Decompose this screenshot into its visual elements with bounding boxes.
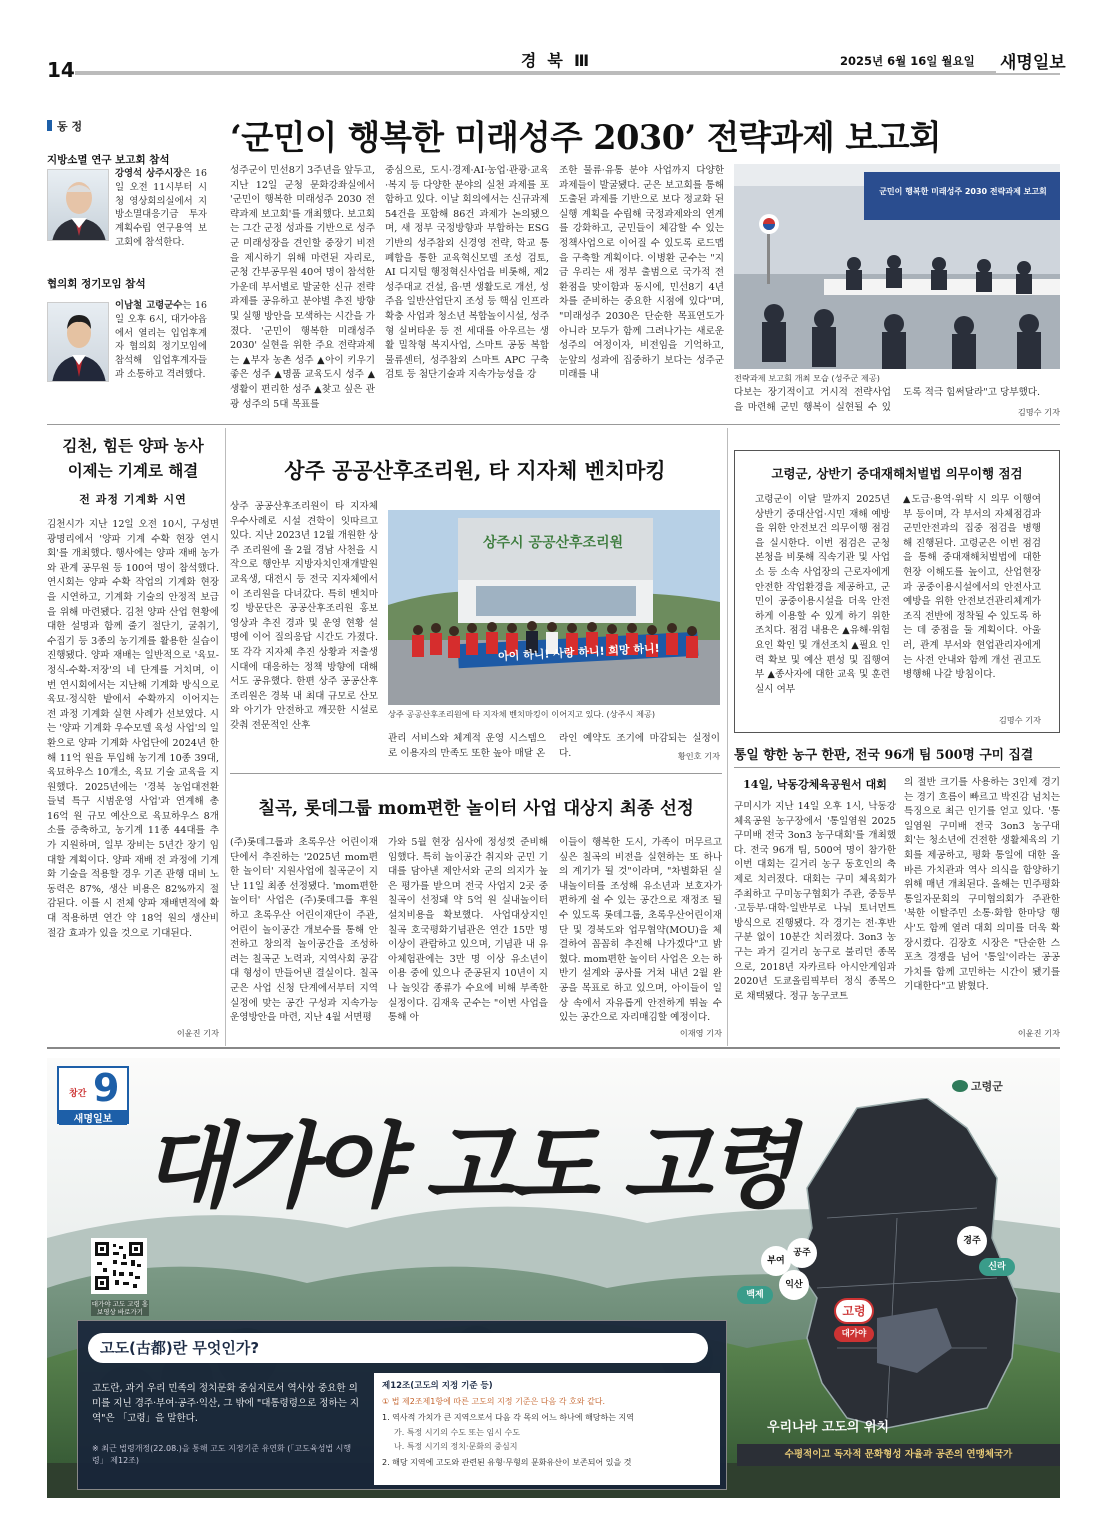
criteria-line-1: ① 법 제2조제1항에 따른 고도의 지정 기준은 다음 각 호와 같다. xyxy=(382,1397,606,1406)
issue-date: 2025년 6월 16일 월요일 xyxy=(840,53,981,69)
sangju-photo-caption: 상주 공공산후조리원에 타 지자체 벤치마킹이 이어지고 있다. (상주시 제공) xyxy=(388,709,656,719)
main-headline: ‘군민이 행복한 미래성주 2030’ 전략과제 보고회 xyxy=(230,118,942,157)
gumi-rule xyxy=(734,767,1060,768)
ad-calligraphy: 대가야 고도 고령 xyxy=(142,1112,793,1220)
gimcheon-byline: 이윤진 기자 xyxy=(176,1028,219,1038)
map-label-baekje: 백제 xyxy=(737,1286,773,1304)
goryeong-box xyxy=(734,450,1060,733)
sidebar-section-label: 동 정 xyxy=(47,118,207,134)
sidebar xyxy=(47,118,207,423)
sidebar-item1-heading: 지방소멸 연구 보고회 참석 xyxy=(47,154,170,166)
map-label-iksan: 익산 xyxy=(779,1270,809,1300)
page-number: 14 xyxy=(47,58,75,82)
gimcheon-headline-2: 이제는 기계로 해결 xyxy=(67,461,199,480)
anniversary-badge xyxy=(57,1066,129,1124)
criteria-line-5: 2. 해당 지역에 고도와 관련된 유형·무형의 문화유산이 보존되어 있을 것 xyxy=(382,1458,632,1467)
kodo-box-title: 고도(古都)란 무엇인가? xyxy=(88,1333,708,1363)
goryeong-headline: 고령군, 상반기 중대재해처벌법 의무이행 점검 xyxy=(771,466,1023,481)
kodo-box-text1: 고도란, 과거 우리 민족의 정치문화 중심지로서 역사상 중요한 의미를 지닌 경주·부여·공주·익산, 그 밖에 "대통령령으로 정하는 지역"은 「고령」을 말한다. xyxy=(92,1383,360,1424)
gumi-subhead: 14일, 낙동강체육공원서 대회 xyxy=(743,778,887,791)
county-emblem-icon xyxy=(952,1080,968,1092)
criteria-panel xyxy=(374,1373,720,1485)
qr-caption: 대가야 고도 고령 홍보영상 바로가기 xyxy=(91,1300,149,1316)
portrait-gang xyxy=(47,169,109,241)
map-label-silla: 신라 xyxy=(979,1258,1015,1276)
goryeong-byline: 김명수 기자 xyxy=(998,715,1041,725)
gumi-col1: 구미시가 지난 14일 오후 1시, 낙동강체육공원 농구장에서 '통일염원 2025 구미배 전국 3on3 농구대회'를 개최했다. 전국 96개 팀, 500여 명이 참가한 이번 대회는 길거리 농구 동호인의 축제로 치러졌다. 대회는 구미 체육회가 주최하고 구미농구협회가 주관, 중등부·고등부·대학·일반부로 나눠 토너먼트 방식으로 진행됐다. 각 경기는 전·후반 구분 없이 10분간 치러졌다. 3on3 농구는 과거 길거리 농구로 불리던 종목으로, 2018년 자카르타 아시안게임과 2020년 도쿄올림픽부터 정식 종목으로 채택됐다. 정규 농구코트 xyxy=(734,801,896,1002)
header-rule xyxy=(75,71,1060,75)
gimcheon-headline-1: 김천, 힘든 양파 농사 xyxy=(62,436,204,455)
kodo-box-text2: ※ 최근 법령개정(22.08.)을 통해 고도 지정기준 유연화 (「고도육성법 시행령」 제12조) xyxy=(92,1444,352,1465)
goryeong-col2: ▲도급·용역·위탁 시 의무 이행여부 등이며, 각 부서의 자체점검과 군민안전과의 집중 점검을 병행해 진행된다. 고령군은 이번 점검을 통해 중대재해처벌법에 대한 현장 이해도를 높이고, 산업현장과 공중이용시설에서의 안전사고 예방을 위한 안전보건관리체계가 조직 전반에 정착될 수 있도록 하는 데 중점을 둘 계획이다. 아울러, 관계 부서와 현업관리자에게는 사전 안내와 함께 개선 권고도 병행해 나갈 방침이다. xyxy=(903,494,1041,681)
korea-map-shape xyxy=(737,1098,1057,1498)
chilgok-col2: 가와 5월 현장 심사에 정성껏 준비해 임했다. 특히 놀이공간 취지와 군민 기대를 담아낸 제안서와 군의 의지가 높은 평가를 받으며 전국 사업지 2곳 중 칠곡이 선정돼 약 5억 원 실내놀이터 설치비용을 확보했다. 사업대상지인 칠곡 호국평화기념관은 연간 15만 명 이상이 관람하고 있으며, 기념관 내 유아체험관에는 3만 명 이상 유소년이 이용 중에 있으나 준공된지 10년이 지나 놀잇감 종류가 수요에 비해 부족한 실정이다. 김재욱 군수는 "이번 사업을 통해 아 xyxy=(388,837,548,1024)
map-label-gyeongju: 경주 xyxy=(957,1226,987,1256)
sidebar-item2-text: 이남철 고령군수는 16일 오후 6시, 대가야읍에서 열리는 입업후계자 협의회 정기모임에 참석해 입업후계자들과 소통하고 격려했다. xyxy=(115,300,207,380)
sidebar-marker xyxy=(47,120,52,131)
section-title: 경 북 Ⅲ xyxy=(490,48,620,71)
kodo-info-box xyxy=(77,1320,727,1490)
map-label-gongju: 공주 xyxy=(787,1238,817,1268)
main-photo-banner: 군민이 행복한 미래성주 2030 전략과제 보고회 xyxy=(879,187,1047,196)
map-title: 우리나라 고도의 위치 xyxy=(767,1420,890,1435)
map-label-buyeo: 부여 xyxy=(761,1246,791,1276)
sangju-article-text: 상주 공공산후조리원이 타 지자체 우수사례로 시설 견학이 잇따르고 있다. 지난 2023년 12월 개원한 상주 조리원에 올 2월 경남 사천을 시작으로 행안부 지방자치인재개발원 교육생, 대전시 등 전국 지자체에서 이 조리원을 다녀갔다. 특히 벤치마킹 방문단은 공공산후조리원 홍보영상과 추진 경과 및 운영 현황 설명에 이어 질의응답 시간도 가졌다. 또 각각 지자체 추진 상황과 저출생 시대에 대응하는 정책 방향에 대해서도 공유했다. 한편 상주 공공산후조리원은 경북 내 최대 규모로 산모와 아기가 안전하고 깨끗한 시설로 갖춰 전문적인 산후 xyxy=(230,501,378,731)
korea-map xyxy=(737,1098,1057,1498)
badge-number: 9 xyxy=(93,1066,120,1110)
chilgok-headline: 칠곡, 롯데그룹 mom편한 놀이터 사업 대상지 최종 선정 xyxy=(258,799,694,819)
ad-slogan: 수평적이고 독자적 문화형성 자율과 공존의 연맹체국가 xyxy=(737,1444,1060,1466)
criteria-line-4: 나. 특정 시기의 정치·문화의 중심지 xyxy=(394,1442,518,1451)
sangju-article-text2: 관리 서비스와 체계적 운영 시스템으로 이용자의 만족도 또한 높아 매달 온 xyxy=(388,733,546,759)
chilgok-top-rule xyxy=(230,773,722,774)
gumi-headline: 통일 향한 농구 한판, 전국 96개 팀 500명 구미 집결 xyxy=(734,748,1034,763)
chilgok-byline: 이재영 기자 xyxy=(622,1028,722,1039)
chilgok-col3: 이들이 행복한 도시, 가족이 머무르고 싶은 칠곡의 비전을 실현하는 또 하나의 계기가 될 것"이라며, "차별화된 실내놀이터를 조성해 유소년과 보호자가 편하게 쉴 수 있는 공간으로 재정조 될 수 있도록 롯데그룹, 초록우산어린이재단 및 경북도와 업무협약(MOU)을 체결하여 꼼꼼히 추진해 나가겠다"고 밝혔다. mom편한 놀이터 사업은 오는 하반기 설계와 공사를 거쳐 내년 2월 완공을 목표로 하고 있으며, 아이들이 일상 속에서 자유롭게 안전하게 뛰놀 수 있는 공간으로 자리매김할 예정이다. xyxy=(559,837,722,1024)
gimcheon-article-text: 김천시가 지난 12일 오전 10시, 구성면 광명리에서 '양파 기계 수확 현장 연시회'를 개최했다. 행사에는 양파 재배 농가와 관계 공무원 등 100여 명이 참석했다. 연시회는 양파 수확 작업의 기계화 현장을 시연하고, 기계화 기술의 안정적 보급을 위해 마련됐다. 김천 양파 산업 현황에 대한 설명과 함께 줄기 절단기, 굴취기, 수집기 등 3종의 농기계를 활용한 실습이 진행됐다. 양파 재배는 일반적으로 '육묘-정식-수확-저장'의 네 단계를 거치며, 이번 연시회에서는 지난해 기계화 방식으로 육묘·정식한 밭에서 수확까지 이어지는 전 과정 기계화 실현 사례가 선보였다. 시는 '양파 기계화 우수모델 육성 사업'의 일환으로 양파 기계화 사업단에 2024년 한 해 11억 원을 투입해 농기계 10종 39대, 육묘하우스 10개소, 육묘 기술 교육을 지원했다. 2025년에는 '경북 농업대전환 들녘 특구 시범운영 사업'과 연계해 총 16억 원 규모 예산으로 육묘하우스 8개소를 증축하고, 농기계 11종 44대를 추가 지원하며, 일부 장비는 5년간 장기 임대할 계획이다. 양파 재배 전 과정에 기계화 기술을 적용할 경우 기존 관행 대비 노동력은 87%, 생산 비용은 82%까지 절감된다. 이를 시 전체 양파 재배면적에 확대 적용하면 연간 약 18억 원의 생산비 절감 효과가 있을 것으로 기대된다. xyxy=(47,519,219,939)
main-article-col1: 성주군이 민선8기 3주년을 앞두고, 지난 12일 군청 문화강좌실에서 '군민이 행복한 미래성주 2030 전략과제 보고회'를 개최했다. 보고회는 그간 군정 성과를 기반으로 성주군 미래성장을 견인할 중장기 비전을 제시하기 위해 마련된 자리로, 군청 간부공무원 40여 명이 참석한 가운데 부서별로 발굴한 신규 전략과제를 공유하고 분야별 추진 방향 및 실행 방안을 모색하는 시간을 가졌다. '군민이 행복한 미래성주 2030' 실현을 위한 주요 전략과제는 ▲부자 농촌 성주 ▲아이 키우기 좋은 성주 ▲명품 교육도시 성주 ▲생활이 편리한 성주 ▲찾고 싶은 관광 성주의 5대 목표를 xyxy=(230,165,375,410)
sangju-headline: 상주 공공산후조리원, 타 지자체 벤치마킹 xyxy=(284,458,666,483)
goryeong-col1: 고령군이 이달 말까지 2025년 상반기 중대산업·시민 재해 예방을 위한 안전보건 의무이행 점검을 실시한다. 이번 점검은 군청 본청을 비롯해 직속기관 및 사업소 등 소속 사업장의 근로자에게 안전한 작업환경을 제공하고, 군민이 공중이용시설을 더욱 안전하게 이용할 수 있게 하기 위한 조치다. 점검 내용은 ▲유해·위험요인 확인 및 개선조치 ▲필요 인력 확보 및 예산 편성 및 집행여부 ▲종사자에 대한 교육 및 훈련 실시 여부 xyxy=(755,494,890,695)
criteria-title: 제12조(고도의 지정 기준 등) xyxy=(382,1381,493,1391)
advertisement xyxy=(47,1058,1060,1498)
sangju-photo xyxy=(388,510,720,705)
main-article-col4: 다보는 장기적이고 거시적 전략사업을 마련해 군민 행복이 실현될 수 있도록 적극 힘써달라"고 당부했다. xyxy=(734,387,1041,413)
map-label-goryeong: 고령 xyxy=(834,1298,874,1324)
sidebar-item2-heading: 협의회 정기모임 참석 xyxy=(47,278,146,290)
portrait-lee xyxy=(47,302,109,382)
sangju-photo-sign: 상주시 공공산후조리원 xyxy=(483,535,624,551)
goryeong-county-logo: 고령군 xyxy=(952,1078,1003,1094)
sangju-photo-banner: 아이 하니! 사랑 하니! 희망 하니! xyxy=(497,641,660,664)
column-divider-right xyxy=(727,428,728,1046)
qr-code[interactable] xyxy=(91,1238,147,1294)
main-article-byline: 김명수 기자 xyxy=(1017,407,1060,417)
main-bottom-rule xyxy=(47,424,1060,425)
gimcheon-subhead: 전 과정 기계화 시연 xyxy=(79,493,187,506)
map-label-daegaya: 대가야 xyxy=(834,1326,874,1342)
sangju-article-text3: 라인 예약도 조기에 마감되는 실정이다. xyxy=(559,733,720,759)
gumi-col2: 의 절반 크기를 사용하는 3인제 경기는 경기 흐름이 빠르고 박진감 넘치는 특징으로 최근 인기를 얻고 있다. '통일염원 구미배 전국 3on3 농구대회'는 청소년에 건전한 생활체육의 기회를 제공하고, 평화 통일에 대한 올바른 가치관과 역사 의식을 함양하기 위해 매년 개최된다. 올해는 민주평화통일자문회의 구미협의회가 주관한 '북한 이탈주민 소통·화합 한마당 행사'도 함께 열려 대회 의미를 더욱 확장시켰다. 김장호 시장은 "단순한 스포츠 경쟁을 넘어 '통일'이라는 공공 가치를 함께 고민하는 시간이 됐기를 기대한다"고 밝혔다. xyxy=(904,777,1060,993)
sangju-byline: 황인호 기자 xyxy=(677,751,720,761)
criteria-line-2: 1. 역사적 가치가 큰 지역으로서 다음 각 목의 어느 하나에 해당하는 지역 xyxy=(382,1413,634,1422)
criteria-line-3: 가. 특정 시기의 수도 또는 임시 수도 xyxy=(394,1428,520,1437)
main-article-photo xyxy=(734,164,1060,369)
masthead-logo: 새명일보 xyxy=(996,48,1066,73)
sidebar-item1-text: 강영석 상주시장은 16일 오전 11시부터 시청 영상회의실에서 지방소멸대응기금 투자계획수립 연구용역 보고회에 참석한다. xyxy=(115,168,207,248)
gumi-byline: 이윤진 기자 xyxy=(1017,1028,1060,1038)
main-article-col3: 조한 물류·유통 분야 사업까지 다양한 과제들이 발굴됐다. 군은 보고회를 통해 도출된 과제를 기반으로 보다 정교화 된 실행 계획을 수립해 국정과제와의 연계를 강화하고, 군민들이 체감할 수 있는 정책사업으로 이어질 수 있도록 로드맵을 구축할 계획이다. 이병환 군수는 "지금 우리는 새 정부 출범으로 국가적 전환점을 맞이함과 동시에, 민선8기 4년 차를 준비하는 중요한 시점에 있다"며, "미래성주 2030은 단순한 목표연도가 아니라 모두가 함께 그려나가는 새로운 성주의 여정이자, 비전임을 기억하고, 눈앞의 성과에 집중하기 보다는 성주군 미래를 내 xyxy=(559,165,724,381)
column-divider xyxy=(225,428,226,1046)
ad-separator xyxy=(47,1047,1060,1049)
chilgok-col1: (주)롯데그룹과 초록우산 어린이재단에서 추진하는 '2025년 mom편한 놀이터' 지원사업에 칠곡군이 지난 11일 최종 선정됐다. 'mom편한 놀이터' 사업은 (주)롯데그룹 후원하고 초록우산 어린이재단이 주관, 어린이 놀이공간 개보수를 통해 안전하고 창의적 놀이공간을 조성하려는 칠곡군 노력과, 지역사회 공감대 형성이 만들어낸 결실이다. 칠곡군은 사업 신청 단계에서부터 지역 실정에 맞는 공간 구성과 지속가능 운영방안을 마련, 지난 4월 서면평 xyxy=(230,837,378,1024)
badge-top: 창간 xyxy=(69,1089,87,1099)
badge-paper: 새명일보 xyxy=(59,1110,127,1125)
main-photo-caption: 전략과제 보고회 개최 모습 (성주군 제공) xyxy=(734,373,880,383)
main-article-col2: 중심으로, 도시·경제·AI·농업·관광·교육·복지 등 다양한 분야의 실천 과제를 포함하고 있다. 이날 회의에서는 신규과제 54건을 포함해 86건 과제가 논의됐으며, 새 정부 국정방향과 부합하는 ESG기반의 성주참외 신경영 전략, 학교 통폐합을 통한 교육혁신모델 조성 검토, AI 디지털 행정혁신사업을 비롯해, 제2성주대교 건설, 읍·면 생활도로 개선, 성주읍 일반산업단지 조성 등 핵심 인프라 확충 사업과 청소년 복합놀이시설, 성주형 실버타운 등 전 세대를 아우르는 생활 밀착형 복지사업, 스마트 공동 복합 물류센터, 성주참외 스마트 APC 구축 검토 등 첨단기술과 지속가능성을 강 xyxy=(385,165,549,381)
